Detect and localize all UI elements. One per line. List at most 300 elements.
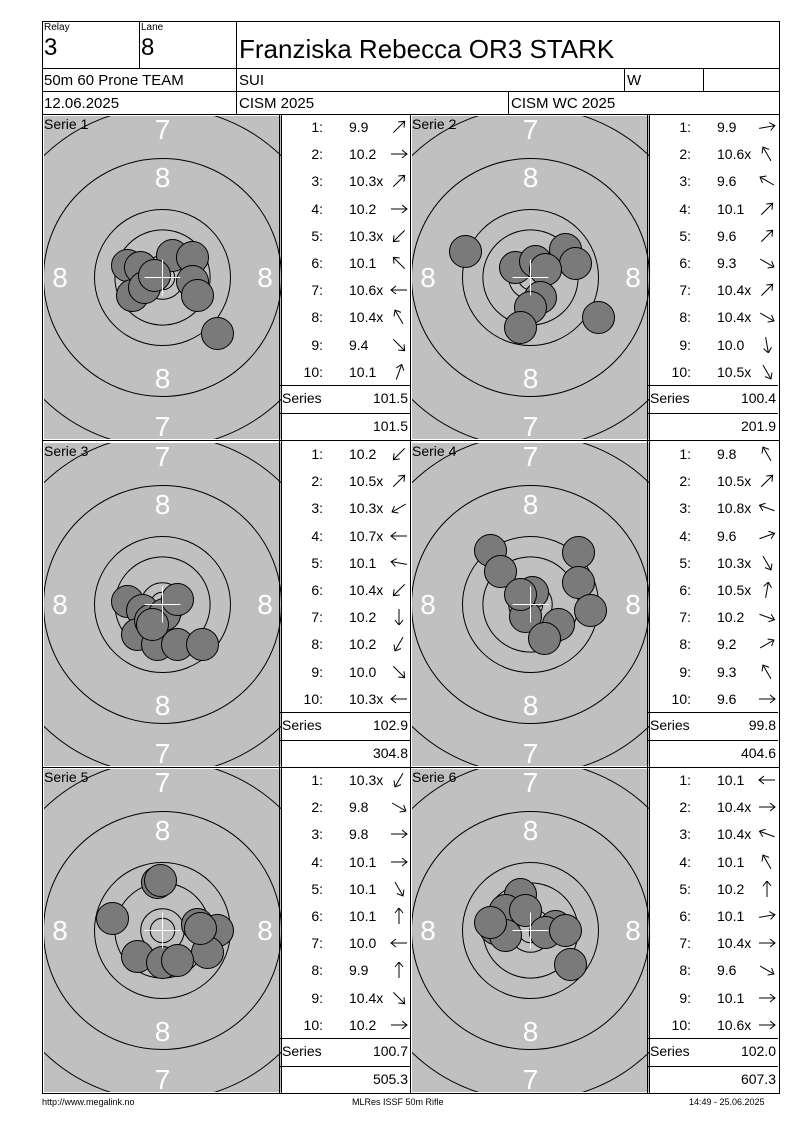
footer-url: http://www.megalink.no [42,1097,135,1107]
shot-row [651,471,776,491]
series-total: 100.7 [372,1043,408,1059]
shot-number: 1: [679,119,691,135]
shot-number: 7: [679,609,691,626]
shot-number: 2: [311,473,323,490]
shot-direction-arrow-icon [389,173,409,194]
shot-direction-arrow-icon [757,309,777,330]
shot-row [283,498,408,518]
shot-value: 10.2 [349,609,377,626]
shot-number: 1: [311,119,323,135]
shot-row [283,226,408,246]
shot-direction-arrow-icon [757,664,777,685]
shot-hole [475,907,507,939]
shot-direction-arrow-icon [389,664,409,685]
shot-number: 7: [679,282,691,299]
shot-direction-arrow-icon [389,528,409,549]
target-series-5 [44,769,281,1092]
shot-direction-arrow-icon [757,473,777,494]
shot-hole [97,903,129,935]
shot-number: 7: [311,609,323,626]
shot-row [283,335,408,355]
cumulative-total: 101.5 [372,418,408,434]
shot-value: 10.0 [349,935,377,952]
shot-direction-arrow-icon [389,555,409,576]
shot-value: 10.3x [349,690,384,707]
shot-row [651,444,776,464]
shot-row [651,144,776,164]
shot-direction-arrow-icon [389,473,409,494]
shot-value: 9.6 [717,962,737,979]
event-name: 50m 60 Prone TEAM [44,72,184,89]
shot-value: 10.1 [349,554,377,571]
shot-row [651,498,776,518]
shot-value: 9.2 [717,636,737,653]
shot-row [651,988,776,1008]
shot-row [283,580,408,600]
cumulative-total: 304.8 [372,745,408,761]
series-total: 102.9 [372,717,408,733]
shot-direction-arrow-icon [757,201,777,222]
shot-number: 10: [303,690,323,707]
series-total: 99.8 [748,717,776,733]
ring-label-right: 8 [625,261,641,293]
shot-number: 5: [679,880,691,897]
shot-number: 8: [311,309,323,326]
shot-hole [145,865,177,897]
shot-hole [555,949,587,981]
shot-direction-arrow-icon [757,500,777,521]
target-series-3 [44,443,281,766]
shot-value: 10.5x [349,473,384,490]
shot-value: 10.4x [717,309,752,326]
shot-row [283,824,408,844]
shot-number: 10: [671,363,691,380]
shot-row [651,852,776,872]
shot-value: 10.1 [349,255,377,271]
shot-row [283,797,408,817]
lane-value: 8 [141,34,155,61]
shot-direction-arrow-icon [389,446,409,467]
shot-number: 10: [303,1016,323,1033]
shot-number: 3: [679,500,691,517]
nation: SUI [239,72,265,89]
cumulative-total: 505.3 [372,1071,408,1087]
shot-row [283,634,408,654]
shot-number: 4: [679,527,691,544]
shot-value: 10.4x [349,309,384,326]
shot-value: 9.8 [717,446,737,462]
ring-label-upper: 8 [154,489,171,520]
shot-value: 10.2 [717,880,745,897]
championship: CISM WC 2025 [511,95,616,112]
shot-number: 6: [311,255,323,271]
shot-value: 9.8 [349,826,369,843]
shot-direction-arrow-icon [389,772,409,793]
ring-label-upper: 8 [522,162,539,193]
ring-label-upper: 8 [154,162,171,193]
shot-hole [202,318,234,350]
shot-value: 10.4x [717,826,752,843]
shot-number: 6: [311,908,323,924]
shot-direction-arrow-icon [757,990,777,1011]
shot-direction-arrow-icon [389,337,409,358]
shot-direction-arrow-icon [757,337,777,358]
shot-number: 3: [311,500,323,517]
series-label: Series [282,390,322,406]
shot-value: 9.3 [717,255,737,271]
shot-number: 2: [311,146,323,163]
shot-number: 2: [311,799,323,816]
shot-value: 10.2 [349,146,377,163]
shot-direction-arrow-icon [757,364,777,385]
shot-number: 9: [679,663,691,680]
shot-row [283,960,408,980]
shot-direction-arrow-icon [389,962,409,983]
shot-row [283,933,408,953]
shot-value: 10.5x [717,363,752,380]
shot-row [651,580,776,600]
shot-row [651,280,776,300]
shot-number: 8: [679,309,691,326]
shot-row [651,526,776,546]
cumulative-total: 404.6 [740,745,776,761]
shot-number: 10: [671,690,691,707]
shot-hole [139,260,171,292]
shot-number: 8: [311,636,323,653]
shot-number: 5: [311,227,323,244]
relay-label: Relay [44,22,70,33]
ring-label-right: 8 [625,588,641,620]
serie-label: Serie 1 [44,116,89,132]
shot-direction-arrow-icon [757,1017,777,1038]
shot-row [283,1015,408,1035]
shot-direction-arrow-icon [389,255,409,276]
shot-value: 9.9 [717,119,737,135]
shot-number: 5: [679,554,691,571]
shot-row [651,607,776,627]
shot-row [283,362,408,382]
shot-value: 9.9 [349,119,369,135]
lane-label: Lane [141,22,164,33]
shot-number: 2: [679,146,691,163]
shot-number: 7: [311,935,323,952]
shot-row [283,662,408,682]
ring-label-upper: 8 [522,489,539,520]
shot-value: 10.2 [349,636,377,653]
shot-direction-arrow-icon [757,691,777,712]
ring-label-lower: 8 [154,690,171,721]
ring-label-top: 7 [522,116,539,145]
shot-direction-arrow-icon [757,446,777,467]
shot-row [651,253,776,273]
shot-number: 4: [311,200,323,217]
shot-number: 3: [311,826,323,843]
ring-label-top: 7 [522,443,539,472]
shot-value: 10.6x [349,282,384,299]
shot-direction-arrow-icon [389,935,409,956]
shot-value: 10.5x [717,473,752,490]
shot-value: 10.1 [717,772,745,788]
shot-value: 9.6 [717,173,737,190]
shot-row [283,988,408,1008]
shot-number: 9: [311,336,323,353]
shot-value: 10.1 [349,853,377,870]
ring-label-left: 8 [52,914,68,946]
shot-direction-arrow-icon [757,228,777,249]
shot-value: 10.1 [717,200,745,217]
shot-value: 10.4x [717,799,752,816]
serie-label: Serie 4 [412,443,457,459]
shot-row [651,307,776,327]
shot-number: 8: [679,636,691,653]
shot-row [283,199,408,219]
ring-label-left: 8 [420,914,436,946]
ring-label-bottom: 7 [522,411,539,439]
shot-direction-arrow-icon [389,799,409,820]
shot-direction-arrow-icon [757,119,777,140]
target-series-2 [412,116,649,439]
shot-number: 6: [679,255,691,271]
shot-value: 10.1 [717,908,745,924]
shot-value: 10.4x [349,582,384,598]
shot-direction-arrow-icon [389,146,409,167]
shot-direction-arrow-icon [757,881,777,902]
shot-direction-arrow-icon [389,364,409,385]
shot-number: 5: [679,227,691,244]
shot-value: 10.1 [349,880,377,897]
shot-direction-arrow-icon [757,908,777,929]
shot-number: 9: [679,336,691,353]
series-total: 102.0 [740,1043,776,1059]
shot-row [283,307,408,327]
footer-software: MLRes ISSF 50m Rifle [352,1097,444,1107]
shot-row [283,253,408,273]
shot-number: 9: [311,989,323,1006]
ring-label-top: 7 [154,769,171,798]
ring-label-lower: 8 [154,1016,171,1047]
shot-value: 10.3x [717,554,752,571]
shot-value: 10.3x [349,173,384,190]
shot-direction-arrow-icon [757,636,777,657]
ring-label-bottom: 7 [154,1064,171,1092]
shot-value: 10.0 [349,663,377,680]
shot-value: 10.0 [717,336,745,353]
shot-row [651,906,776,926]
shot-value: 10.4x [717,282,752,299]
ring-label-left: 8 [52,588,68,620]
shot-direction-arrow-icon [389,990,409,1011]
shot-direction-arrow-icon [389,228,409,249]
ring-label-right: 8 [257,588,273,620]
shot-row [651,797,776,817]
shot-number: 6: [679,582,691,598]
shot-row [283,607,408,627]
shot-number: 8: [679,962,691,979]
shot-number: 6: [679,908,691,924]
shot-hole [450,236,482,268]
shot-row [283,471,408,491]
shot-row [651,226,776,246]
shot-number: 4: [679,200,691,217]
shot-value: 9.6 [717,527,737,544]
shot-number: 7: [311,282,323,299]
shot-value: 10.2 [349,1016,377,1033]
ring-label-bottom: 7 [154,411,171,439]
shot-row [651,933,776,953]
series-total: 100.4 [740,390,776,406]
shot-hole [162,584,194,616]
shot-number: 8: [311,962,323,979]
shot-number: 4: [679,853,691,870]
shot-hole [550,915,582,947]
shot-hole [530,254,562,286]
shot-number: 3: [311,173,323,190]
shot-row [283,906,408,926]
shot-value: 10.8x [717,500,752,517]
relay-value: 3 [44,34,58,61]
ring-label-left: 8 [420,588,436,620]
ring-label-right: 8 [257,261,273,293]
shot-row [283,280,408,300]
cumulative-total: 607.3 [740,1071,776,1087]
shot-row [651,553,776,573]
shot-direction-arrow-icon [389,1017,409,1038]
serie-label: Serie 5 [44,769,89,785]
date: 12.06.2025 [44,95,120,112]
gender: W [627,72,642,89]
shot-row [651,362,776,382]
serie-label: Serie 6 [412,769,457,785]
shot-row [283,689,408,709]
shot-direction-arrow-icon [389,282,409,303]
shot-direction-arrow-icon [757,173,777,194]
shot-value: 10.1 [717,989,745,1006]
shot-hole [505,312,537,344]
shot-value: 10.2 [349,446,377,462]
ring-label-left: 8 [420,261,436,293]
shot-hole [560,248,592,280]
shot-value: 10.6x [717,146,752,163]
shot-hole [137,609,169,641]
shot-direction-arrow-icon [757,854,777,875]
ring-label-lower: 8 [154,363,171,394]
series-label: Series [282,717,322,733]
shot-direction-arrow-icon [757,826,777,847]
shot-number: 5: [311,554,323,571]
cumulative-total: 201.9 [740,418,776,434]
shot-direction-arrow-icon [757,609,777,630]
shot-hole [162,945,194,977]
serie-label: Serie 2 [412,116,457,132]
shot-hole [529,623,561,655]
shot-number: 2: [679,473,691,490]
shot-row [283,852,408,872]
target-series-6 [412,769,649,1092]
shot-row [651,199,776,219]
shot-direction-arrow-icon [757,582,777,603]
series-label: Series [282,1043,322,1059]
shot-hole [182,280,214,312]
shot-value: 10.1 [717,853,745,870]
shot-value: 9.9 [349,962,369,979]
shot-direction-arrow-icon [757,555,777,576]
shot-value: 10.7x [349,527,384,544]
shot-direction-arrow-icon [389,691,409,712]
shot-number: 2: [679,799,691,816]
ring-label-left: 8 [52,261,68,293]
shot-number: 7: [679,935,691,952]
ring-label-bottom: 7 [154,738,171,766]
shot-row [283,171,408,191]
shot-direction-arrow-icon [389,582,409,603]
shot-direction-arrow-icon [389,636,409,657]
shot-direction-arrow-icon [389,908,409,929]
shot-row [283,553,408,573]
shot-direction-arrow-icon [757,146,777,167]
series-label: Series [650,717,690,733]
shot-direction-arrow-icon [757,935,777,956]
shot-value: 9.3 [717,663,737,680]
shot-row [283,444,408,464]
shot-number: 6: [311,582,323,598]
shot-direction-arrow-icon [389,309,409,330]
shot-value: 10.3x [349,500,384,517]
shot-value: 10.2 [349,200,377,217]
ring-label-upper: 8 [154,815,171,846]
shot-direction-arrow-icon [757,799,777,820]
shot-row [283,770,408,790]
shot-row [283,117,408,137]
shot-row [283,144,408,164]
shot-hole [583,302,615,334]
shot-hole [505,579,537,611]
ring-label-right: 8 [625,914,641,946]
shot-hole [563,537,595,569]
shot-row [651,1015,776,1035]
target-series-1 [44,116,281,439]
shot-hole [187,629,219,661]
shot-row [283,526,408,546]
shot-number: 1: [679,446,691,462]
shot-direction-arrow-icon [389,826,409,847]
shot-value: 10.2 [717,609,745,626]
ring-label-bottom: 7 [522,738,539,766]
shot-row [651,879,776,899]
shot-row [651,634,776,654]
shot-value: 9.8 [349,799,369,816]
ring-label-bottom: 7 [522,1064,539,1092]
shot-direction-arrow-icon [389,854,409,875]
ring-label-top: 7 [154,443,171,472]
shot-row [651,960,776,980]
series-total: 101.5 [372,390,408,406]
shot-value: 10.6x [717,1016,752,1033]
shot-number: 5: [311,880,323,897]
shot-number: 1: [679,772,691,788]
shot-row [651,689,776,709]
ring-label-top: 7 [154,116,171,145]
shot-direction-arrow-icon [389,201,409,222]
shot-value: 9.6 [717,227,737,244]
shot-direction-arrow-icon [389,881,409,902]
shot-hole [185,913,217,945]
shot-number: 10: [671,1016,691,1033]
series-label: Series [650,1043,690,1059]
shot-direction-arrow-icon [757,962,777,983]
shot-row [651,171,776,191]
shot-row [651,335,776,355]
athlete-name: Franziska Rebecca OR3 STARK [239,34,615,64]
